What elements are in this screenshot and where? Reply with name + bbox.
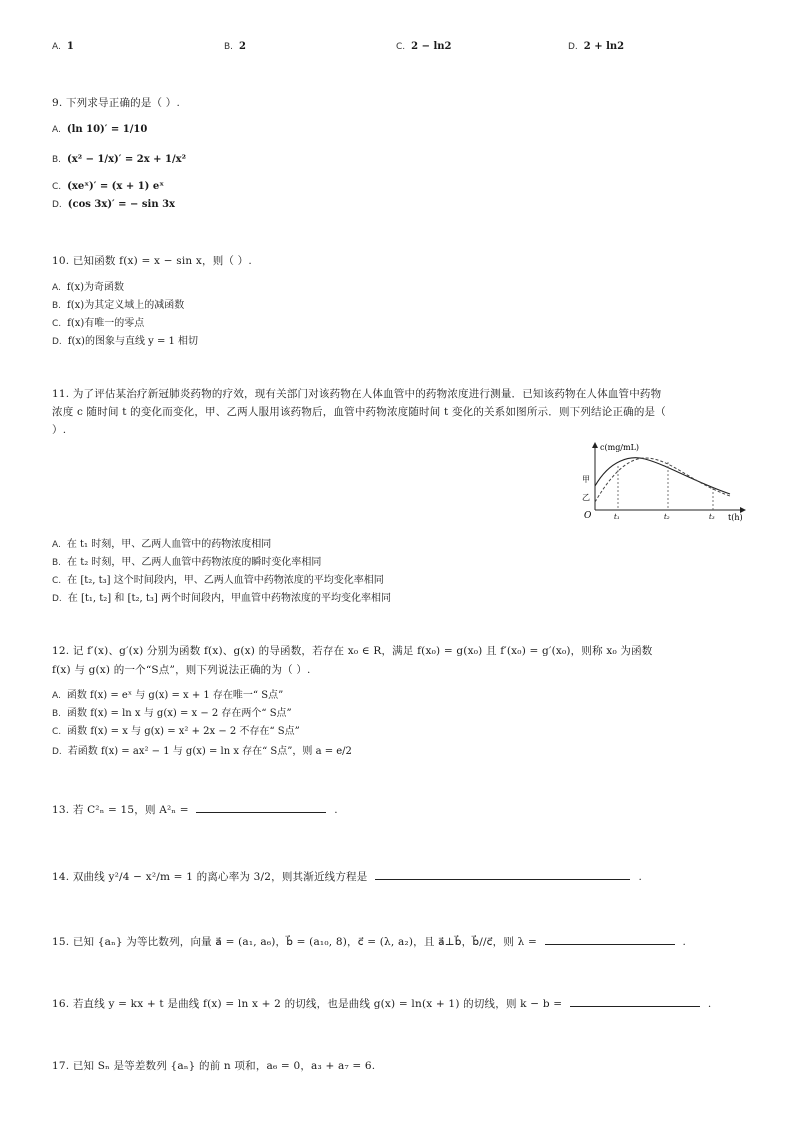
q11-stem-line-2: 浓度 c 随时间 t 的变化而变化，甲、乙两人服用该药物后，血管中药物浓度随时间 t 变化的关系如图所示．则下列结论正确的是（ (52, 406, 666, 418)
q11-stem-line-1: 11. 为了评估某治疗新冠肺炎药物的疗效，现有关部门对该药物在人体血管中的药物浓度进行测量．已知该药物在人体血管中药物 (52, 388, 662, 400)
curve-label-jia: 甲 (582, 475, 590, 484)
q9-option-c: C. (xeˣ)′ = (x + 1) eˣ (52, 181, 164, 192)
q16-stem: 16. 若直线 y = kx + t 是曲线 f(x) = ln x + 2 的切线，也是曲线 g(x) = ln(x + 1) 的切线，则 k − b = . (52, 998, 712, 1010)
curve-yi (595, 458, 730, 502)
q12-option-b: B. 函数 f(x) = ln x 与 g(x) = x − 2 存在两个“ S点” (52, 708, 292, 719)
q12-stem-line-2: f(x) 与 g(x) 的一个“S点”，则下列说法正确的为（ ）. (52, 664, 311, 676)
q8-option-a: A. 1 (52, 41, 74, 52)
y-axis-label: c(mg/mL) (600, 443, 640, 452)
curve-jia (595, 458, 730, 494)
x-axis-label: t(h) (728, 513, 743, 522)
q11-stem-line-3: ）. (52, 424, 67, 436)
q11-concentration-graph (580, 440, 750, 526)
q8-option-d: D. 2 + ln2 (568, 41, 625, 52)
q12-option-d: D. 若函数 f(x) = ax² − 1 与 g(x) = ln x 存在“ S点”，则 a = e/2 (52, 746, 352, 757)
q12-stem-line-1: 12. 记 f′(x)、g′(x) 分别为函数 f(x)、g(x) 的导函数，若存在 x₀ ∈ R，满足 f(x₀) = g(x₀) 且 f′(x₀) = g′(x₀)，则称 x₀ 为函数 (52, 645, 653, 657)
tick-label-t2: t₂ (664, 513, 670, 521)
q15-answer-blank[interactable] (545, 934, 675, 945)
q11-option-d: D. 在 [t₁, t₂] 和 [t₂, t₃] 两个时间段内，甲血管中药物浓度的平均变化率相同 (52, 593, 391, 604)
q11-option-b: B. 在 t₂ 时刻，甲、乙两人血管中药物浓度的瞬时变化率相同 (52, 557, 322, 568)
origin-label: O (584, 511, 592, 521)
q10-option-c: C. f(x)有唯一的零点 (52, 318, 145, 329)
q10-option-b: B. f(x)为其定义域上的减函数 (52, 300, 185, 311)
q14-answer-blank[interactable] (375, 869, 630, 880)
q9-option-b: B. (x² − 1/x)′ = 2x + 1/x² (52, 154, 186, 165)
tick-label-t1: t₁ (614, 513, 620, 521)
q9-stem: 9. 下列求导正确的是（ ）. (52, 97, 181, 109)
q10-stem: 10. 已知函数 f(x) = x − sin x，则（ ）. (52, 255, 252, 267)
q13-answer-blank[interactable] (196, 802, 326, 813)
q15-stem: 15. 已知 {aₙ} 为等比数列，向量 a⃗ = (a₁, a₆)，b⃗ = (a₁₀, 8)，c⃗ = (λ, a₂)，且 a⃗⊥b⃗，b⃗//c⃗，则 λ = . (52, 936, 687, 948)
q9-option-a: A. (ln 10)′ = 1/10 (52, 124, 148, 135)
q12-option-a: A. 函数 f(x) = eˣ 与 g(x) = x + 1 存在唯一“ S点” (52, 690, 284, 701)
y-axis-arrow (592, 442, 598, 448)
q12-option-c: C. 函数 f(x) = x 与 g(x) = x² + 2x − 2 不存在“ S点” (52, 726, 300, 737)
q16-answer-blank[interactable] (570, 996, 700, 1007)
q9-option-d: D. (cos 3x)′ = − sin 3x (52, 199, 175, 210)
q8-option-c: C. 2 − ln2 (396, 41, 452, 52)
q10-option-a: A. f(x)为奇函数 (52, 282, 125, 293)
q10-option-d: D. f(x)的图象与直线 y = 1 相切 (52, 336, 199, 347)
q17-stem: 17. 已知 Sₙ 是等差数列 {aₙ} 的前 n 项和，a₆ = 0，a₃ + a₇ = 6. (52, 1060, 376, 1072)
q11-option-a: A. 在 t₁ 时刻，甲、乙两人血管中的药物浓度相同 (52, 539, 272, 550)
q13-stem: 13. 若 C²ₙ = 15，则 A²ₙ = . (52, 804, 338, 816)
q11-option-c: C. 在 [t₂, t₃] 这个时间段内，甲、乙两人血管中药物浓度的平均变化率相同 (52, 575, 384, 586)
curve-label-yi: 乙 (582, 493, 590, 502)
tick-label-t3: t₃ (709, 513, 715, 521)
q14-stem: 14. 双曲线 y²/4 − x²/m = 1 的离心率为 3/2，则其渐近线方程是 . (52, 871, 643, 883)
q8-option-b: B. 2 (224, 41, 247, 52)
